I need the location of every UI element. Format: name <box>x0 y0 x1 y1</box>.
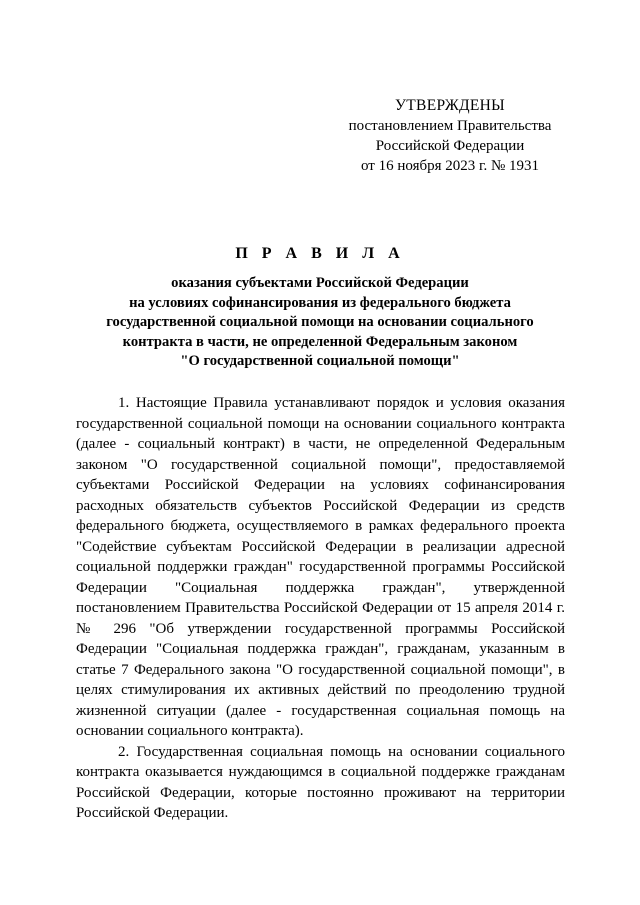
title-line: "О государственной социальной помощи" <box>180 353 460 370</box>
title-line: на условиях софинансирования из федерального бюджета <box>129 294 511 311</box>
approval-line: постановлением Правительства <box>348 118 552 134</box>
approval-block <box>340 96 560 176</box>
approval-line: Российской Федерации <box>375 138 525 154</box>
title-line: оказания субъектами Российской Федерации <box>171 275 469 291</box>
title-line: контракта в части, не определенной Федеральным законом <box>122 333 518 350</box>
paragraph-2: 2. Государственная социальная помощь на основании социального контракта оказывается нуждающимся в социальной поддержке гражданам Российской Федерации, которые постоянно проживают на территории Российской Федерации. <box>76 743 565 821</box>
paragraph-1: 1. Настоящие Правила устанавливают порядок и условия оказания государственной социальной помощи на основании социального контракта (далее - социальный контракт) в части, не определенной Федеральным законом "О государственной социальной помощи", предоставляемой субъектами Российской Федерации на условиях софинансирования расходных обязательств субъектов Российской Федерации из средств федерального бюджета, осуществляемого в рамках федерального проекта "Содействие субъектам Российской Федерации в реализации адресной социальной поддержки граждан" государственной программы Российской Федерации "Социальная поддержка граждан", утвержденной постановлением Правительства Российской Федерации от 15 апреля 2014 г. № 296 "Об утверждении государственной программы Российской Федерации "Социальная поддержка граждан", гражданам, указанным в статье 7 Федерального закона "О государственной социальной помощи", в целях стимулирования их активных действий по преодолению трудной жизненной ситуации (далее - государственная социальная помощь на основании социального контракта). <box>76 395 565 739</box>
document-title <box>60 243 580 372</box>
document-body <box>76 393 565 824</box>
approval-heading: УТВЕРЖДЕНЫ <box>395 97 505 114</box>
rules-heading: П Р А В И Л А <box>235 245 405 262</box>
title-line: государственной социальной помощи на основании социального <box>106 314 534 331</box>
approval-date-line: от 16 ноября 2023 г. № 1931 <box>360 158 540 174</box>
